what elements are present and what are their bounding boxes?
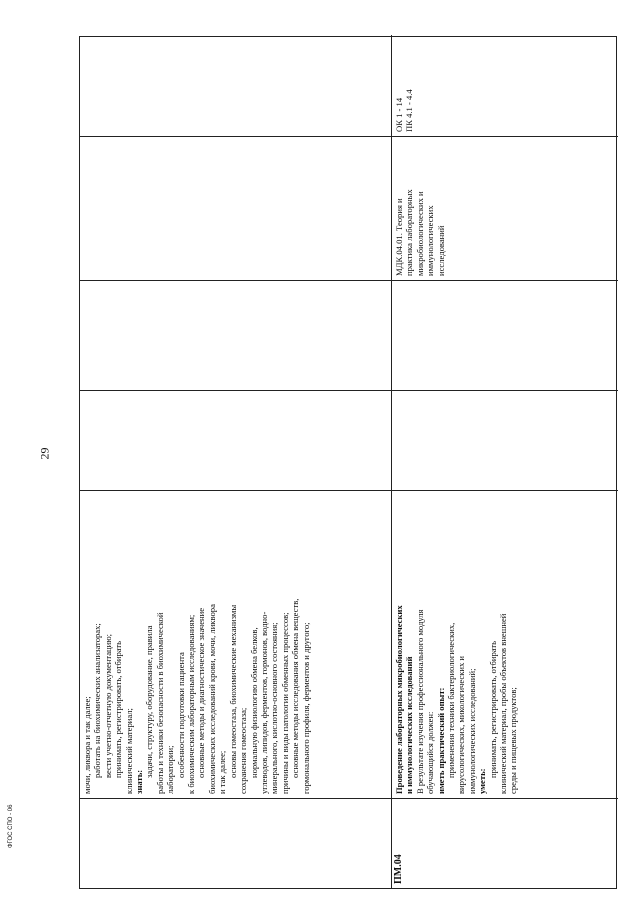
empty-cell (80, 280, 391, 390)
page-number: 29 (37, 447, 52, 460)
module-code-cell (392, 798, 618, 888)
footer-code: ФГОС СПО - 06 (8, 804, 14, 848)
general-competencies: ОК 1 - 14 (394, 97, 404, 132)
table-row (80, 35, 392, 888)
curriculum-table (79, 36, 617, 889)
module-code: ПМ.04 (393, 854, 404, 884)
content-cell: мочи, ликвора и так далее; работать на биохимических анализаторах; вести учетно-отчетную документацию; принимать, регистрировать, отбирать клинический материал; знать: задачи, структуру, оборудование, правила работы и техники безопасности в биохимической лаборатории; особенности подготовки пациента к биохимическим лабораторным исследованиям; основные методы и диагностическое значение биохимических исследований крови, мочи, ликвора и так далее; основы гомеостаза, биохимические механизмы сохранения гомеостаза; нормальную физиологию обмена белков, углеводов, липидов, ферментов, гормонов, водно- минерального, кислотно-основного состояния; причины и виды патологии обменных процессов; основные методы исследования обмена веществ, гормонального профиля, ферментов и другого; (80, 490, 391, 798)
empty-cell (80, 390, 391, 490)
empty-cell (80, 136, 391, 280)
mdk-cell: МДК.04.01. Теория и практика лабораторных микробиологических и иммунологических исследований (392, 136, 618, 280)
empty-cell (392, 280, 618, 390)
module-content-cell: Проведение лабораторных микробиологических и иммунологических исследований В результате изучения профессионального модуля обучающийся должен: иметь практический опыт: применения техники бактериологических, вирусологических, микологических и иммунологических исследований; уметь: принимать, регистрировать, отбирать клинический материал, пробы объектов внешней среды и пищевых продуктов; (392, 490, 618, 798)
competencies-cell (392, 35, 618, 136)
table-row (392, 35, 618, 888)
code-cell (80, 798, 391, 888)
professional-competencies: ПК 4.1 - 4.4 (404, 89, 415, 132)
empty-cell (80, 35, 391, 136)
empty-cell (392, 390, 618, 490)
